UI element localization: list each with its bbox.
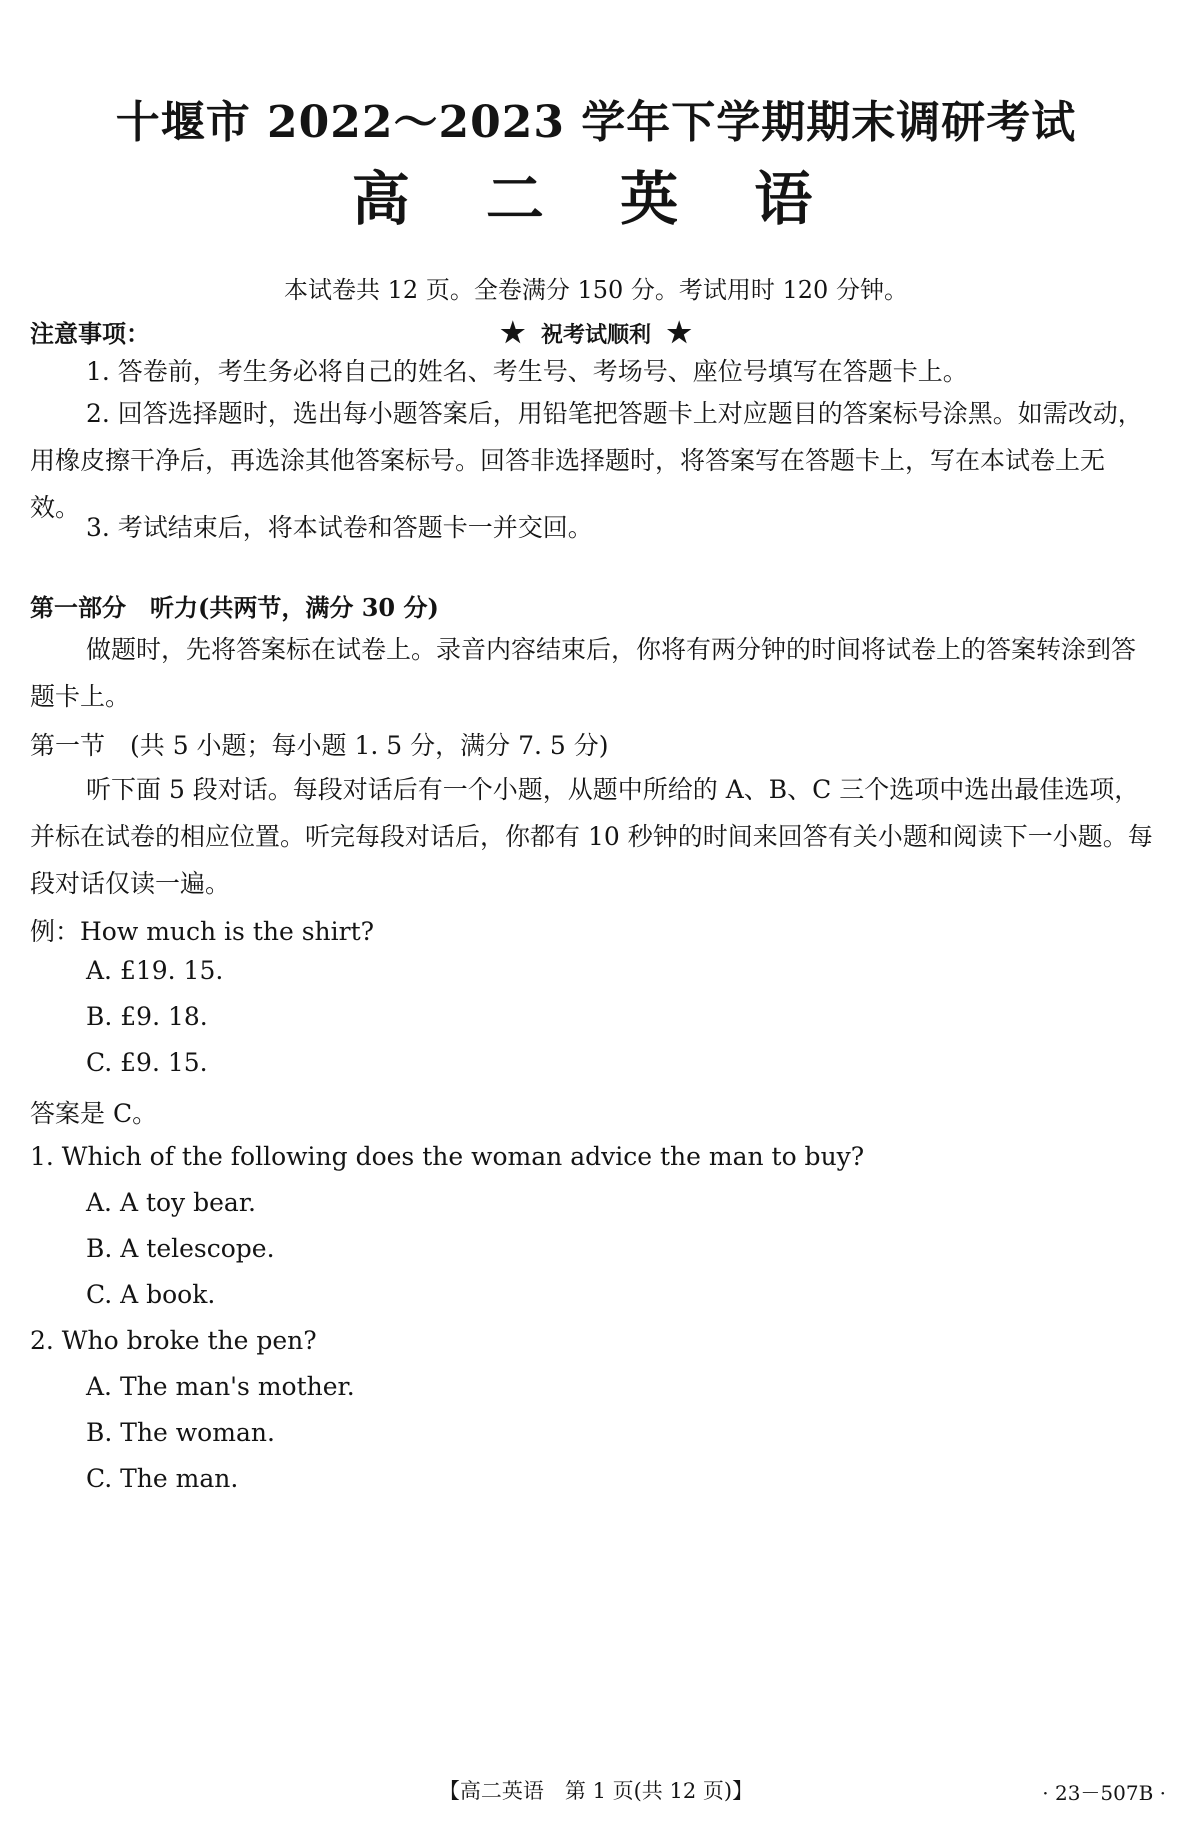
question-1-option-a: A. A toy bear. (86, 1188, 256, 1217)
good-luck-text: 祝考试顺利 (540, 322, 651, 348)
example-option-c: C. £9. 15. (86, 1048, 208, 1077)
question-2: 2. Who broke the pen? (30, 1326, 317, 1355)
note-item-3: 3. 考试结束后，将本试卷和答题卡一并交回。 (86, 513, 593, 542)
example-option-a: A. £19. 15. (86, 956, 224, 985)
part1-intro: 做题时，先将答案标在试卷上。录音内容结束后，你将有两分钟的时间将试卷上的答案转涂到答题卡上。 (30, 635, 1137, 711)
question-1-option-c: C. A book. (86, 1280, 216, 1309)
part1-heading: 第一部分 听力(共两节，满分 30 分) (30, 593, 439, 622)
good-luck-banner (0, 316, 1192, 349)
star-icon: ★ (500, 316, 526, 349)
question-2-option-c: C. The man. (86, 1464, 239, 1493)
example-question: 例：How much is the shirt? (30, 917, 375, 946)
example-option-b: B. £9. 18. (86, 1002, 208, 1031)
paper-code: · 23－507B · (1042, 1781, 1166, 1805)
question-2-option-a: A. The man's mother. (86, 1372, 355, 1401)
question-1-option-b: B. A telescope. (86, 1234, 275, 1263)
example-answer: 答案是 C。 (30, 1099, 158, 1128)
section1-heading: 第一节 (共 5 小题；每小题 1. 5 分，满分 7. 5 分) (30, 731, 609, 760)
note-item-2: 2. 回答选择题时，选出每小题答案后，用铅笔把答题卡上对应题目的答案标号涂黑。如需改动，用橡皮擦干净后，再选涂其他答案标号。回答非选择题时，将答案写在答题卡上，写在本试卷上无效。 (30, 399, 1143, 522)
notes-heading: 注意事项： (30, 319, 150, 348)
question-1: 1. Which of the following does the woman advice the man to buy? (30, 1142, 865, 1171)
section1-intro: 听下面 5 段对话。每段对话后有一个小题，从题中所给的 A、B、C 三个选项中选出最佳选项，并标在试卷的相应位置。听完每段对话后，你都有 10 秒钟的时间来回答有关小题和阅读下一小题。每段对话仅读一遍。 (30, 775, 1153, 898)
exam-title: 十堰市 2022～2023 学年下学期期末调研考试 (115, 97, 1077, 148)
exam-info: 本试卷共 12 页。全卷满分 150 分。考试用时 120 分钟。 (284, 276, 908, 304)
page-footer: 【高二英语 第 1 页(共 12 页)】 (438, 1779, 754, 1803)
note-item-1: 1. 答卷前，考生务必将自己的姓名、考生号、考场号、座位号填写在答题卡上。 (86, 357, 968, 386)
subject-title: 高 二 英 语 (351, 165, 841, 233)
star-icon: ★ (666, 316, 692, 349)
question-2-option-b: B. The woman. (86, 1418, 275, 1447)
